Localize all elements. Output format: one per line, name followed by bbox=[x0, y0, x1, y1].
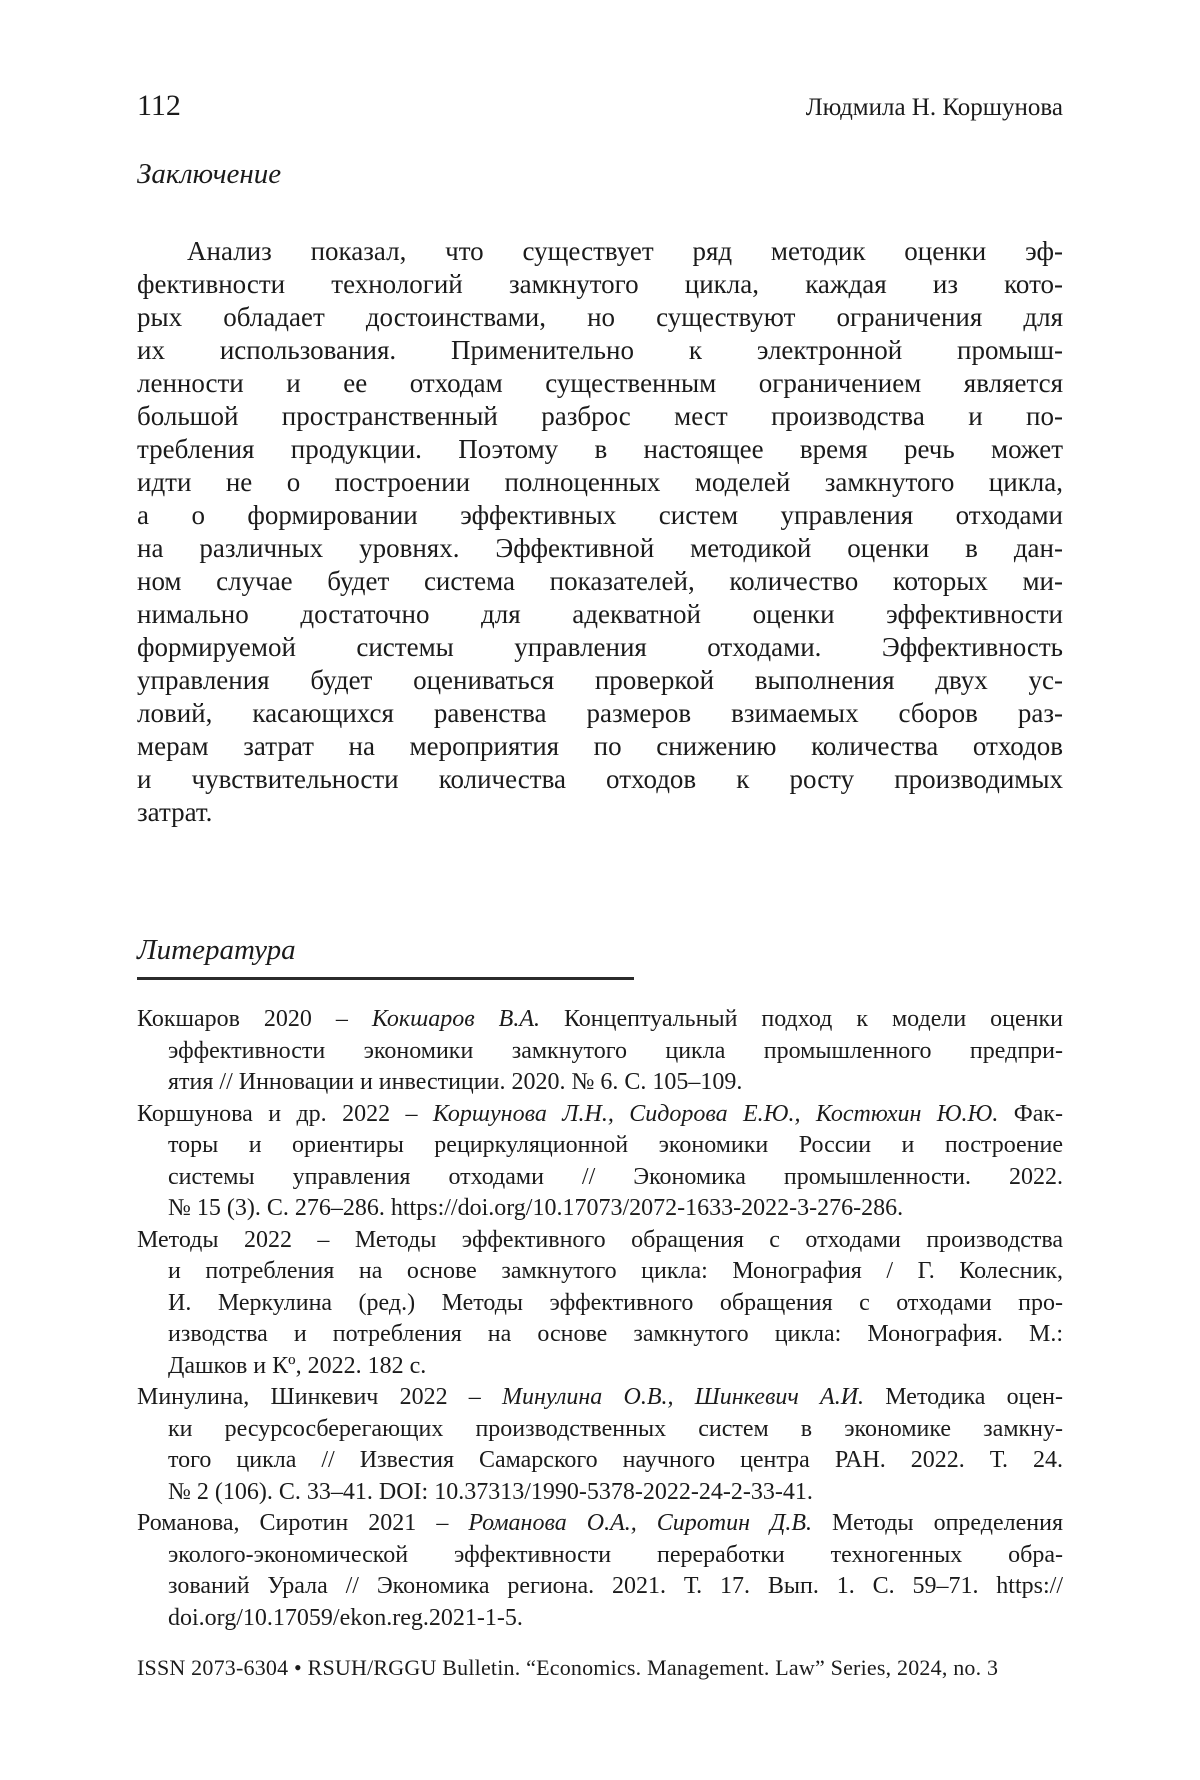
reference-line bbox=[137, 1225, 1063, 1257]
reference-entry bbox=[137, 1382, 1063, 1508]
reference-text: торы и ориентиры рециркуляционной экономики России и построение bbox=[168, 1132, 1063, 1158]
reference-text: doi.org/10.17059/ekon.reg.2021-1-5. bbox=[168, 1604, 523, 1631]
reference-text: того цикла // Известия Самарского научного центра РАН. 2022. Т. 24. bbox=[168, 1447, 1063, 1473]
reference-entry bbox=[137, 1004, 1063, 1099]
reference-line bbox=[137, 1603, 1063, 1635]
references-heading-underline bbox=[137, 977, 634, 980]
paragraph-line: фективности технологий замкнутого цикла, каждая из кото- bbox=[137, 269, 1063, 299]
reference-line bbox=[137, 1445, 1063, 1477]
reference-text: И. Меркулина (ред.) Методы эффективного обращения с отходами про- bbox=[168, 1289, 1063, 1316]
reference-entry bbox=[137, 1099, 1063, 1225]
reference-line bbox=[137, 1288, 1063, 1320]
reference-line bbox=[137, 1256, 1063, 1288]
paragraph-line: требления продукции. Поэтому в настоящее время речь может bbox=[137, 434, 1063, 464]
reference-line bbox=[137, 1351, 1063, 1383]
reference-text: зований Урала // Экономика региона. 2021. Т. 17. Вып. 1. С. 59–71. https:// bbox=[168, 1573, 1063, 1599]
paragraph-line: мерам затрат на мероприятия по снижению количества отходов bbox=[137, 731, 1063, 761]
reference-text: Методы 2022 – Методы эффективного обращения с отходами производства bbox=[137, 1226, 1063, 1253]
reference-text: ятия // Инновации и инвестиции. 2020. № 6. С. 105–109. bbox=[168, 1069, 743, 1095]
paragraph-line: ленности и ее отходам существенным ограничением является bbox=[137, 368, 1063, 398]
reference-text: Романова, Сиротин 2021 – bbox=[137, 1510, 469, 1536]
paragraph-line: Анализ показал, что существует ряд методик оценки эф- bbox=[187, 236, 1063, 266]
paragraph-line: рых обладает достоинствами, но существуют ограничения для bbox=[137, 302, 1063, 332]
reference-line bbox=[137, 1319, 1063, 1351]
paragraph-line: ловий, касающихся равенства размеров взимаемых сборов раз- bbox=[137, 698, 1063, 728]
reference-text: Минулина, Шинкевич 2022 – bbox=[137, 1384, 503, 1410]
reference-text: эколого-экономической эффективности переработки техногенных обра- bbox=[168, 1541, 1063, 1568]
paragraph-line: формируемой системы управления отходами. Эффективность bbox=[137, 632, 1063, 662]
paragraph-line: большой пространственный разброс мест производства и по- bbox=[137, 401, 1063, 431]
paragraph-line: их использования. Применительно к электронной промыш- bbox=[137, 335, 1063, 365]
conclusion-heading: Заключение bbox=[137, 158, 282, 190]
reference-text: эффективности экономики замкнутого цикла промышленного предпри- bbox=[168, 1037, 1063, 1064]
reference-authors: Кокшаров В.А. bbox=[371, 1006, 540, 1032]
reference-text: изводства и потребления на основе замкнутого цикла: Монография. М.: bbox=[168, 1321, 1063, 1347]
reference-line bbox=[137, 1508, 1063, 1540]
references-list bbox=[137, 1004, 1063, 1634]
reference-line bbox=[137, 1099, 1063, 1131]
reference-line bbox=[137, 1193, 1063, 1225]
reference-line bbox=[137, 1571, 1063, 1603]
paragraph-line: идти не о построении полноценных моделей замкнутого цикла, bbox=[137, 467, 1063, 497]
reference-authors: Коршунова Л.Н., Сидорова Е.Ю., Костюхин Ю.Ю. bbox=[432, 1100, 999, 1127]
reference-line bbox=[137, 1162, 1063, 1194]
reference-line bbox=[137, 1130, 1063, 1162]
paragraph-line: управления будет оцениваться проверкой выполнения двух ус- bbox=[137, 665, 1063, 695]
paragraph-line: ном случае будет система показателей, количество которых ми- bbox=[137, 566, 1063, 596]
footer-issn-line: ISSN 2073-6304 • RSUH/RGGU Bulletin. “Economics. Management. Law” Series, 2024, no. 3 bbox=[137, 1655, 999, 1680]
reference-line bbox=[137, 1477, 1063, 1509]
reference-text: и потребления на основе замкнутого цикла: Монография / Г. Колесник, bbox=[168, 1258, 1063, 1284]
conclusion-paragraph bbox=[137, 235, 1063, 829]
reference-text: Коршунова и др. 2022 – bbox=[137, 1100, 433, 1127]
reference-line bbox=[137, 1540, 1063, 1572]
reference-text: № 15 (3). С. 276–286. https://doi.org/10.17073/2072-1633-2022-3-276-286. bbox=[168, 1195, 904, 1221]
reference-text: ки ресурсосберегающих производственных систем в экономике замкну- bbox=[168, 1415, 1063, 1442]
reference-text: системы управления отходами // Экономика промышленности. 2022. bbox=[168, 1163, 1063, 1190]
reference-text: № 2 (106). С. 33–41. DOI: 10.37313/1990-5378-2022-24-2-33-41. bbox=[168, 1478, 813, 1505]
reference-line bbox=[137, 1382, 1063, 1414]
reference-text: Концептуальный подход к модели оценки bbox=[539, 1006, 1063, 1032]
running-head bbox=[137, 88, 1063, 125]
page-number: 112 bbox=[137, 89, 181, 122]
running-head-author: Людмила Н. Коршунова bbox=[805, 94, 1063, 121]
reference-text: Методика оцен- bbox=[864, 1384, 1063, 1410]
paragraph-line: нимально достаточно для адекватной оценки эффективности bbox=[137, 599, 1063, 629]
paragraph-line: на различных уровнях. Эффективной методикой оценки в дан- bbox=[137, 533, 1063, 563]
reference-line bbox=[137, 1414, 1063, 1446]
reference-text: Кокшаров 2020 – bbox=[137, 1006, 372, 1032]
reference-authors: Минулина О.В., Шинкевич А.И. bbox=[502, 1384, 865, 1410]
reference-authors: Романова О.А., Сиротин Д.В. bbox=[468, 1510, 813, 1536]
reference-line bbox=[137, 1036, 1063, 1068]
paragraph-line: а о формировании эффективных систем управления отходами bbox=[137, 500, 1063, 530]
reference-text: Фак- bbox=[998, 1100, 1064, 1127]
reference-text: Методы определения bbox=[812, 1510, 1063, 1536]
paragraph-line: и чувствительности количества отходов к росту производимых bbox=[137, 764, 1063, 794]
paragraph-line: затрат. bbox=[137, 797, 213, 827]
reference-line bbox=[137, 1004, 1063, 1036]
reference-entry bbox=[137, 1508, 1063, 1634]
reference-line bbox=[137, 1067, 1063, 1099]
references-heading: Литература bbox=[137, 934, 296, 966]
reference-entry bbox=[137, 1225, 1063, 1383]
reference-text: Дашков и Кº, 2022. 182 с. bbox=[168, 1352, 427, 1379]
